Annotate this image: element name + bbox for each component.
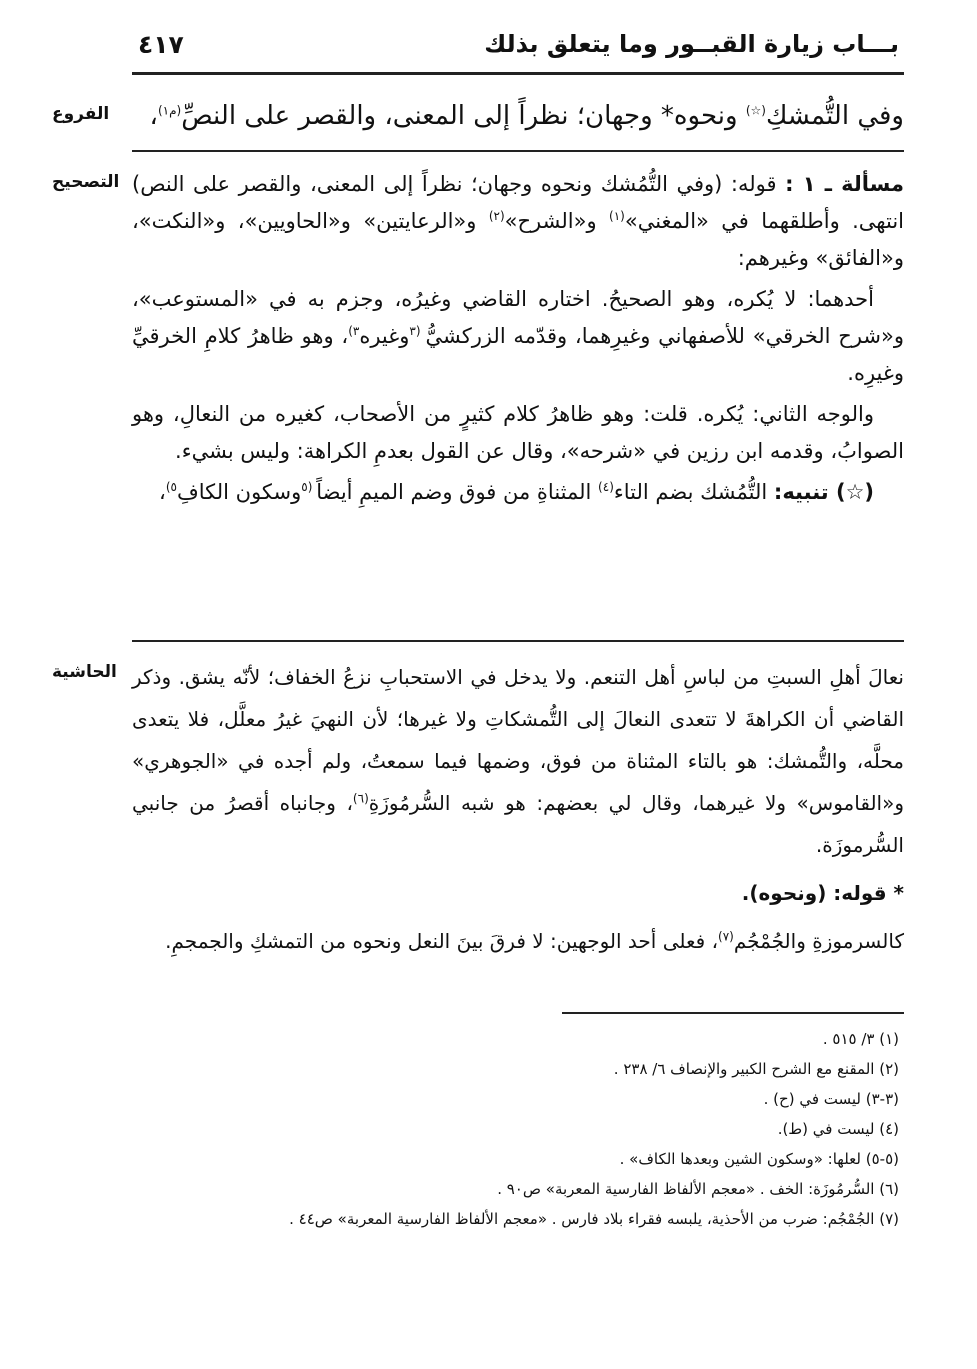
- text-run: كالسرموزةِ والجُمْجُم: [733, 929, 904, 953]
- section-label-hashiya: الحاشية: [52, 662, 117, 682]
- text-run: وغيره: [359, 324, 410, 348]
- text-run: ، فعلى أحد الوجهين: لا فرقَ بينَ النعل ونحوه من التمشكِ والجمجمِ.: [165, 929, 719, 953]
- footnote: (٣-٣) ليست في (ح) .: [763, 1090, 899, 1108]
- text-run: و«الرعايتين» و«الحاويين»، و«النكت»، و«الفائق» وغيرهم:: [132, 209, 904, 270]
- footnote-marker: ٣): [348, 324, 360, 338]
- text-run: ، وجانباه أقصرُ من جانبي السُّرموزَة.: [132, 791, 904, 857]
- tashih-paragraph: [132, 281, 904, 392]
- footnote-marker: (٣: [409, 324, 426, 338]
- footnote: (٥-٥) لعلها: «وسكون الشين وبعدها الكاف» .: [619, 1150, 899, 1168]
- section-divider: [132, 640, 904, 642]
- issue-heading: مسألة ـ ١ :: [785, 172, 904, 196]
- text-run: التُّمُشك بضم التاء: [613, 480, 774, 504]
- tashih-paragraph: [132, 166, 904, 277]
- footnote: (١) ٣/ ٥١٥ .: [822, 1030, 899, 1048]
- running-header-title: بـــاب زيارة القبــور وما يتعلق بذلك: [484, 30, 899, 58]
- tashih-text: [132, 166, 904, 515]
- footnote-marker: ٥): [165, 480, 177, 494]
- footnotes: [119, 1024, 899, 1234]
- section-label-tashih: التصحيح: [52, 172, 120, 192]
- text-run: ،: [159, 480, 166, 504]
- note-heading: (☆) تنبيه:: [773, 480, 874, 504]
- furu-text-part: وفي التُّمشكِ: [765, 101, 904, 131]
- section-label-furu: الفروع: [52, 104, 110, 124]
- footnote-marker: (٤): [598, 480, 614, 494]
- text-run: قوله: (وفي التُّمُشك ونحوه وجهان؛ نظراً إلى المعنى، والقصر على النص) انتهى. وأطلقهما في «المغني»: [132, 172, 905, 233]
- footnote-marker: (٢): [488, 209, 505, 223]
- footnote-rule: [562, 1012, 904, 1014]
- furu-text-part: ،: [149, 101, 158, 131]
- furu-text-part: ونحوه* وجهان؛ نظراً إلى المعنى، والقصر على النصِّ: [181, 101, 746, 131]
- hashiya-text: [132, 656, 904, 968]
- text-run: أحدهما: لا يُكره، وهو الصحيحُ. اختاره القاضي وغيرُه، وجزم به في «المستوعب»، و«شرح الخرقي» للأصفهاني وغيرِهما، وقدّمه الزركشيُّ: [132, 287, 904, 348]
- footnote-marker: (م١): [157, 103, 182, 118]
- text-run: ، وهو ظاهرُ كلامِ الخرقيِّ وغيرِه.: [132, 324, 904, 385]
- footnote-marker: (٥: [301, 480, 317, 494]
- text-run: و«الشرح»: [504, 209, 610, 233]
- footnote: (٦) السُّرمُوزَة: الخف . «معجم الألفاظ الفارسية المعربة» ص٩٠ .: [497, 1180, 899, 1198]
- footnote-marker: (☆): [745, 103, 766, 118]
- footnote: (٧) الجُمْجُم: ضرب من الأحذية، يلبسه فقراء بلاد فارس . «معجم الألفاظ الفارسية المعربة» ص٤٤ .: [289, 1210, 899, 1228]
- furu-text: [132, 92, 904, 140]
- footnote: (٢) المقنع مع الشرح الكبير والإنصاف ٦/ ٢٣٨ .: [613, 1060, 899, 1078]
- footnote-marker: (٧): [718, 929, 734, 944]
- hashiya-paragraph: [132, 656, 904, 866]
- footnote-marker: (١): [609, 209, 625, 223]
- section-divider: [132, 150, 904, 152]
- page-number: ٤١٧: [138, 30, 184, 59]
- text-run: المثناةِ من فوق وضم الميمِ أيضاً: [316, 480, 599, 504]
- hashiya-heading: * قوله: (ونحوه).: [741, 881, 904, 905]
- hashiya-paragraph: [132, 920, 904, 962]
- header-rule: [132, 72, 904, 75]
- text-run: نعالَ أهلِ السبتِ من لباسِ أهل التنعم. ولا يدخل في الاستحبابِ نزعُ الخفاف؛ لأنّه يشق. وذكر القاضي أن الكراهةَ لا تتعدى النعالَ إلى التُّمشكاتِ ولا غيرها؛ لأن النهيَ غيرُ معلَّل، فلا يتعدى محلَّه، والتُّمشك: هو بالتاء المثناة من فوق، وضمها فيما سمعتُ، ولم أجده في «الجوهري» و«القاموس» ولا غيرهما، وقال لي بعضهم: هو شبه السُّرمُوزَةِ: [132, 665, 904, 815]
- footnote: (٤) ليست في (ط).: [777, 1120, 899, 1138]
- tashih-paragraph: [132, 474, 904, 511]
- text-run: وسكون الكافِ: [176, 480, 302, 504]
- footnote-marker: (٦): [352, 791, 369, 806]
- tashih-paragraph: والوجه الثاني: يُكره. قلت: وهو ظاهرُ كلام كثيرٍ من الأصحاب، كغيره من النعالِ، وهو الصوابُ، وقدمه ابن رزين في «شرحه»، وقال عن القول بعدمِ الكراهة: وليس بشيء.: [132, 402, 904, 463]
